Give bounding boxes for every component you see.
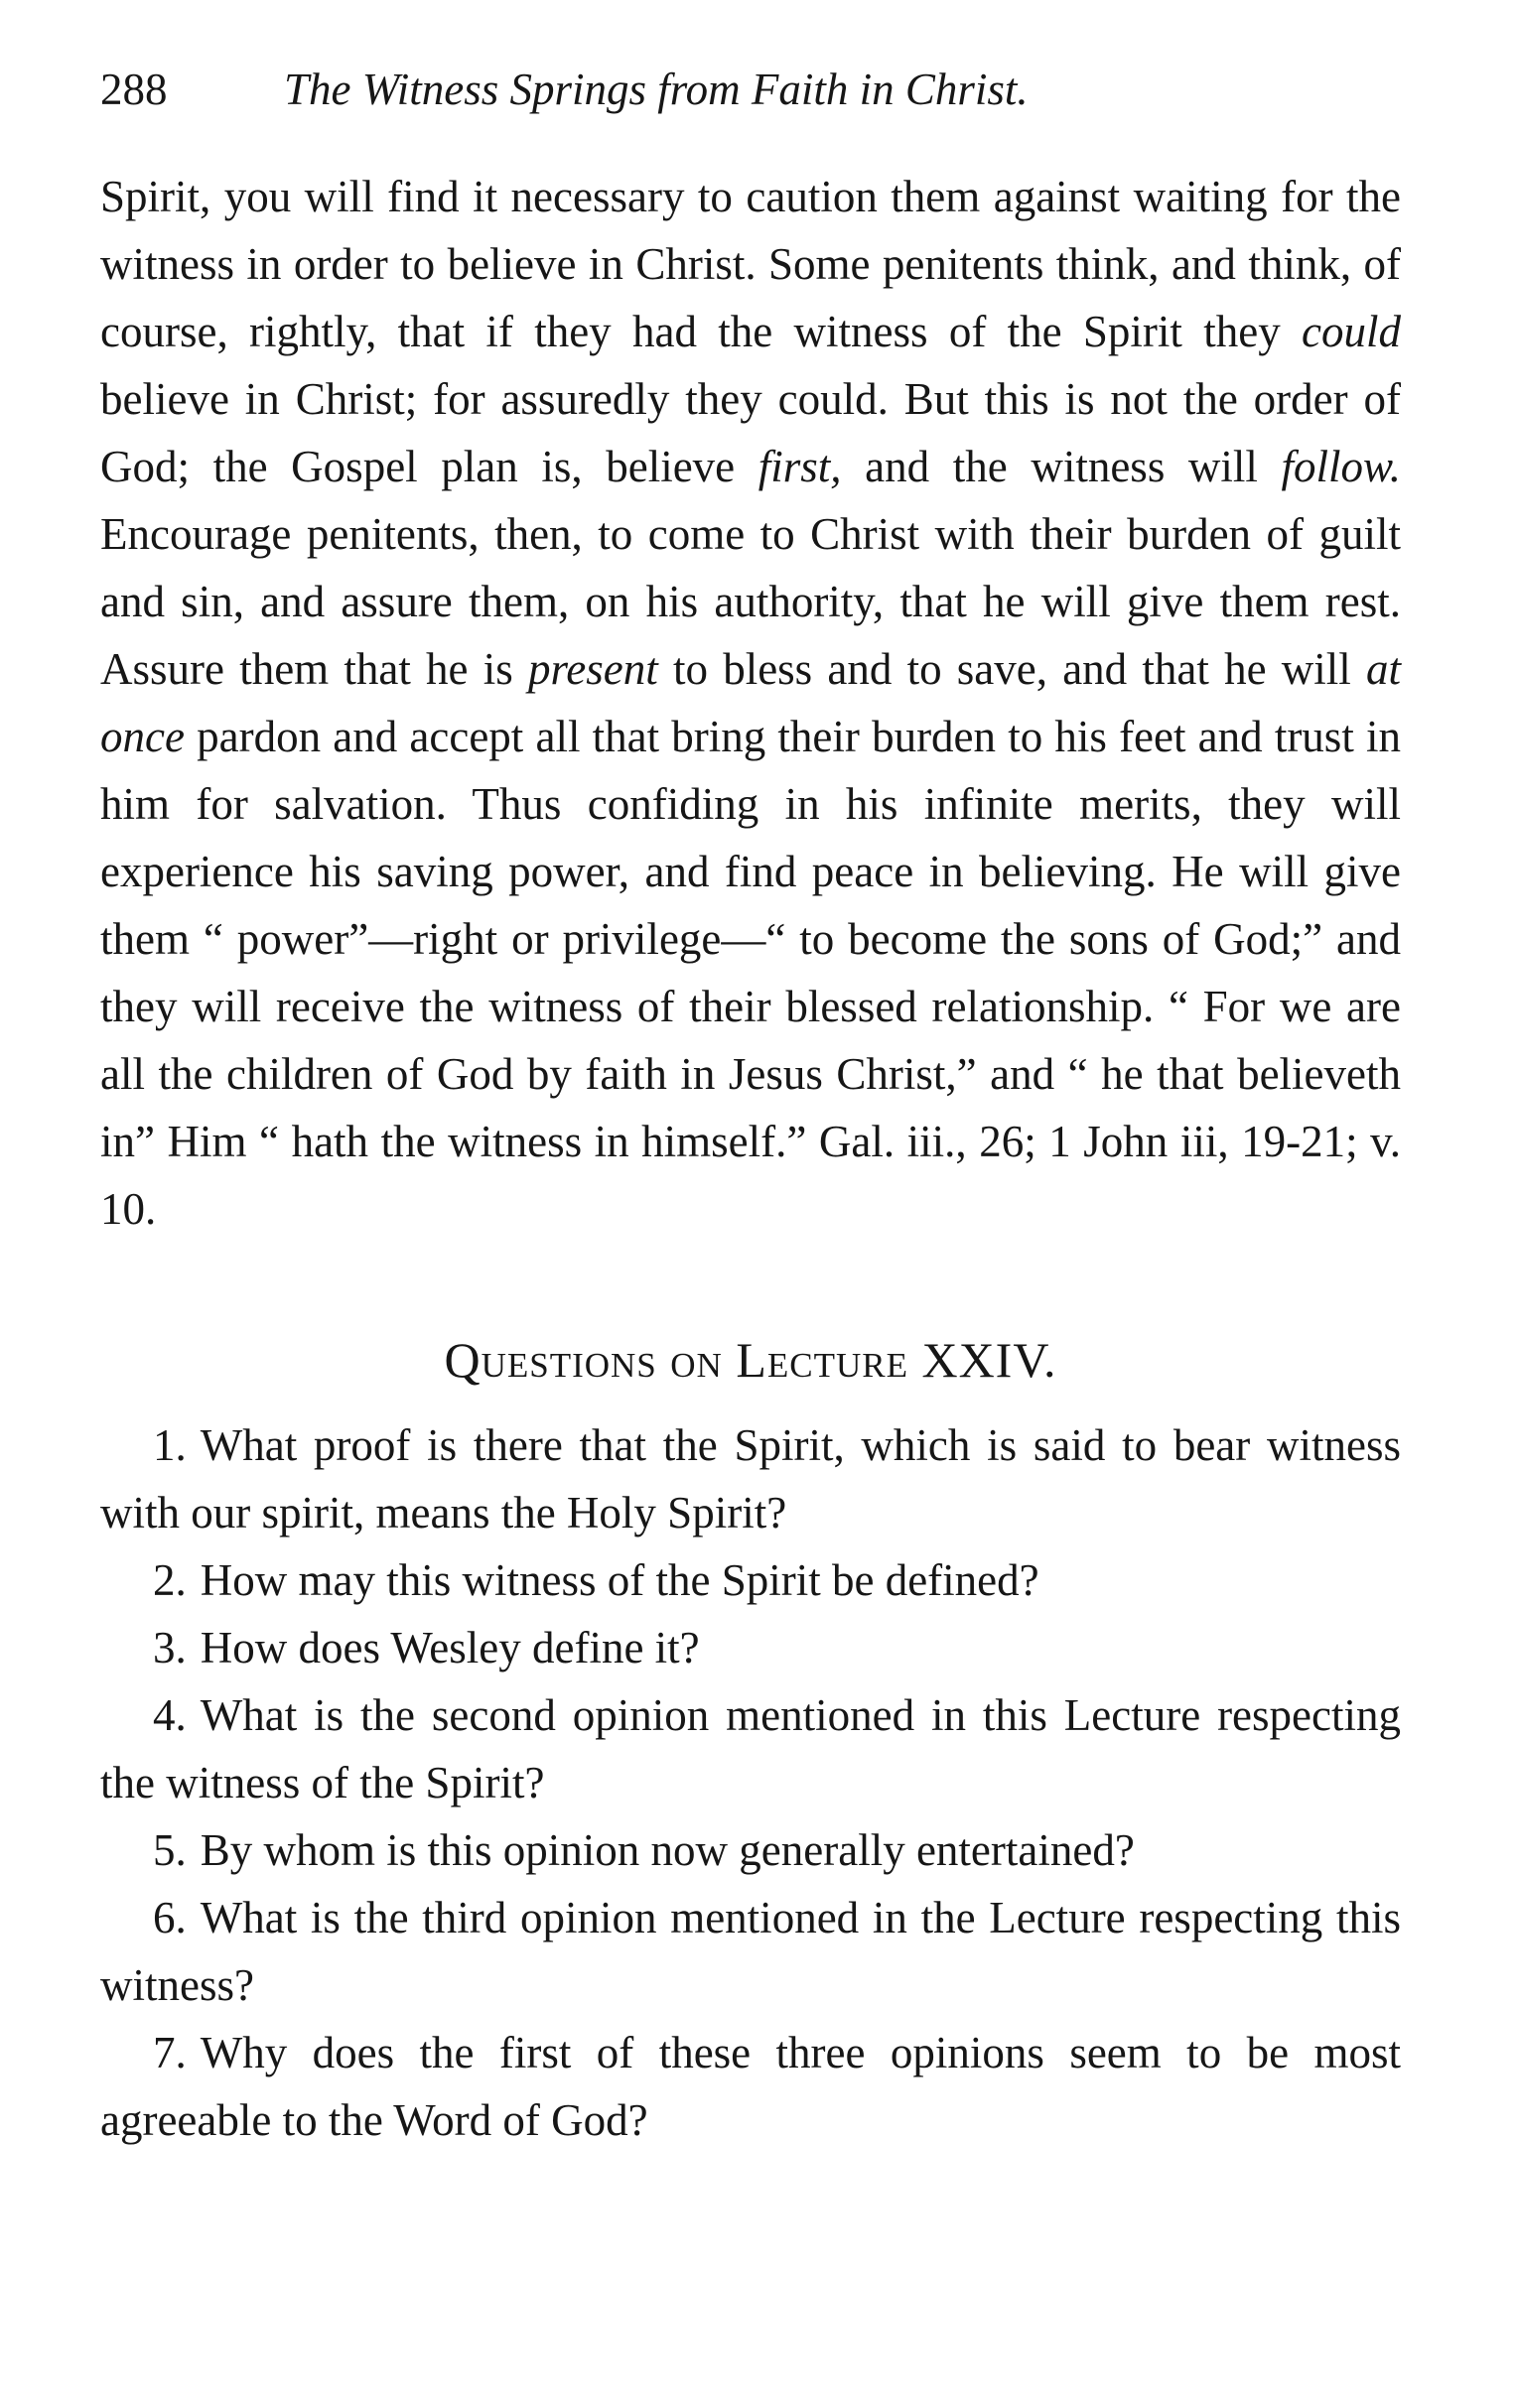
question-item	[100, 1681, 1401, 1816]
body-text: pardon and accept all that bring their burden to his feet and trust in him for salvation. Thus confiding in his infinite merits, they will experience his saving power, and find peace in believing. He will give them “ power”—right or privilege—“ to become the sons of God;” and they will receive the witness of their blessed relationship. “ For we are all the children of God by faith in Jesus Christ,” and “ he that believeth in” Him “ hath the witness in himself.” Gal. iii., 26; 1 John iii, 19-21; v. 10.	[100, 712, 1401, 1234]
question-number: 4.	[153, 1690, 187, 1740]
emphasis-at-once: at once	[100, 644, 1401, 761]
question-item	[100, 1816, 1401, 1884]
book-page	[100, 62, 1401, 2154]
section-heading-label: Questions on Lecture	[444, 1332, 908, 1388]
question-text: How may this witness of the Spirit be defined?	[200, 1555, 1039, 1605]
question-item	[100, 1411, 1401, 1546]
question-text: By whom is this opinion now generally entertained?	[200, 1825, 1135, 1875]
question-list	[100, 1411, 1401, 2154]
question-item	[100, 1884, 1401, 2019]
question-text: What is the third opinion mentioned in the Lecture respecting this witness?	[100, 1893, 1401, 2010]
running-head	[100, 62, 1401, 117]
body-text: Encourage penitents, then, to come to Christ with their burden of guilt and sin, and assure them, on his authority, that he will give them rest. Assure them that he is	[100, 509, 1401, 694]
emphasis-follow: follow.	[1281, 442, 1401, 491]
section-heading	[100, 1330, 1401, 1390]
running-title: The Witness Springs from Faith in Christ.	[284, 65, 1029, 114]
section-heading-number: XXIV.	[921, 1332, 1057, 1388]
emphasis-first: first,	[758, 442, 842, 491]
question-number: 5.	[153, 1825, 187, 1875]
question-text: What proof is there that the Spirit, which is said to bear witness with our spirit, means the Holy Spirit?	[100, 1420, 1401, 1538]
question-number: 2.	[153, 1555, 187, 1605]
question-number: 3.	[153, 1623, 187, 1672]
question-text: Why does the first of these three opinions seem to be most agreeable to the Word of God?	[100, 2028, 1401, 2145]
emphasis-present: present	[527, 644, 658, 694]
body-text: and the witness will	[841, 442, 1282, 491]
question-item	[100, 1614, 1401, 1681]
question-text: What is the second opinion mentioned in this Lecture respecting the witness of the Spirit?	[100, 1690, 1401, 1807]
question-number: 6.	[153, 1893, 187, 1942]
question-number: 7.	[153, 2028, 187, 2077]
question-item	[100, 2019, 1401, 2154]
body-text: to bless and to save, and that he will	[657, 644, 1366, 694]
body-paragraph	[100, 163, 1401, 1243]
body-text: Spirit, you will find it necessary to caution them against waiting for the witness in order to believe in Christ. Some penitents think, and think, of course, rightly, that if they had the witness of the Spirit they	[100, 172, 1401, 356]
page-number: 288	[100, 65, 168, 114]
question-item	[100, 1546, 1401, 1614]
emphasis-could: could	[1302, 307, 1401, 356]
question-text: How does Wesley define it?	[200, 1623, 700, 1672]
body-text: believe in Christ; for assuredly they could. But this is not the order of God; the Gospel plan is, believe	[100, 374, 1401, 491]
question-number: 1.	[153, 1420, 187, 1470]
